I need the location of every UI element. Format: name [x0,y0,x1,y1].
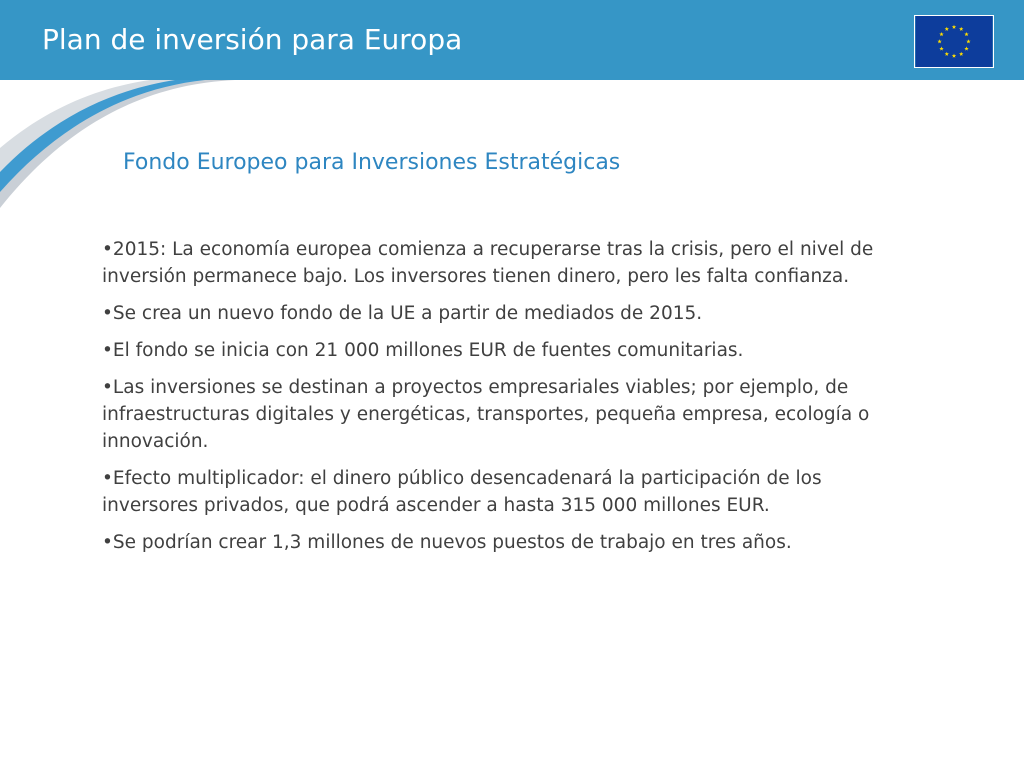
section-subtitle: Fondo Europeo para Inversiones Estratégicas [123,150,621,175]
bullet-item: • Efecto multiplicador: el dinero público desencadenará la participación de los inversores privados, que podrá ascender a hasta 315 000 millones EUR. [102,465,922,519]
header-bar [0,0,1024,80]
bullet-item: • Se podrían crear 1,3 millones de nuevos puestos de trabajo en tres años. [102,529,922,556]
bullet-item: • 2015: La economía europea comienza a recuperarse tras la crisis, pero el nivel de inversión permanece bajo. Los inversores tienen dinero, pero les falta confianza. [102,236,922,290]
bullet-item: • El fondo se inicia con 21 000 millones EUR de fuentes comunitarias. [102,337,922,364]
bullet-item: • Las inversiones se destinan a proyectos empresariales viables; por ejemplo, de infraestructuras digitales y energéticas, transportes, pequeña empresa, ecología o innovación. [102,374,922,455]
bullet-list [102,236,922,566]
page-title: Plan de inversión para Europa [42,23,463,56]
bullet-item: • Se crea un nuevo fondo de la UE a partir de mediados de 2015. [102,300,922,327]
eu-flag-icon [914,15,994,68]
